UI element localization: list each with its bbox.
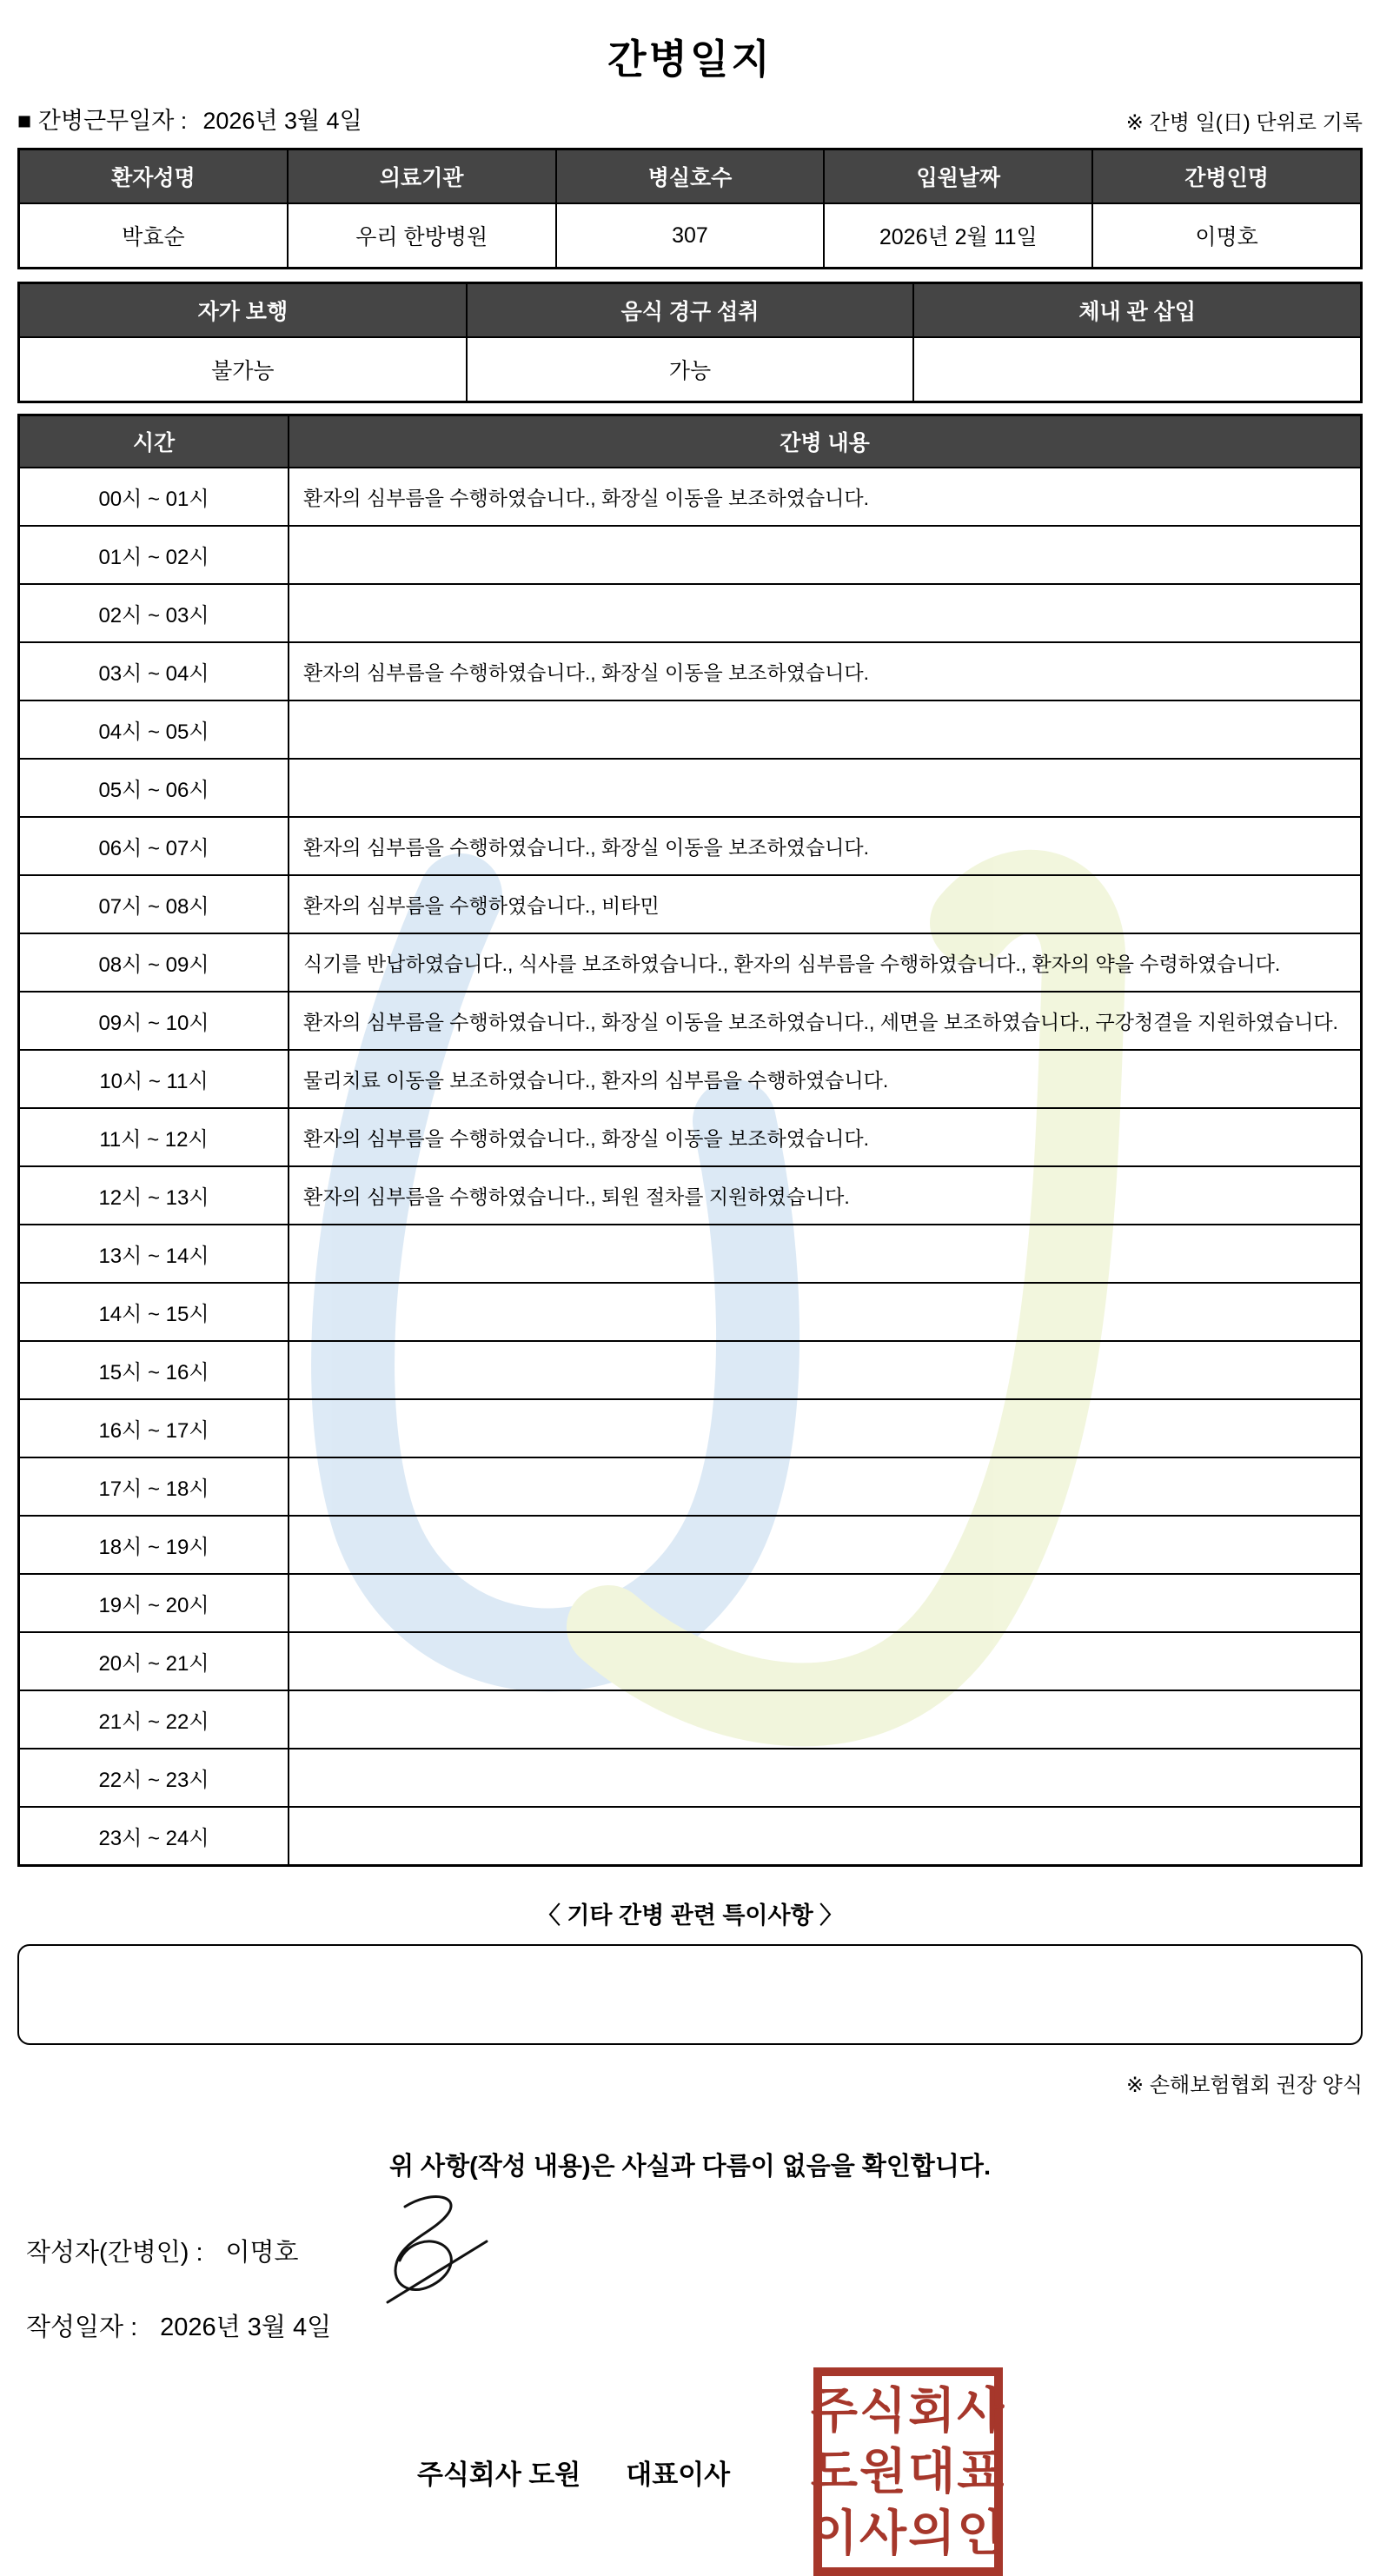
care-log-row xyxy=(20,758,1360,816)
care-log-row xyxy=(20,1224,1360,1282)
care-time-cell: 20시 ~ 21시 xyxy=(20,1633,288,1690)
patient-info-value-cell: 이명호 xyxy=(1091,204,1360,267)
care-log-row xyxy=(20,1165,1360,1224)
care-time-cell: 08시 ~ 09시 xyxy=(20,934,288,991)
company-stamp-text: 도원대표 xyxy=(810,2444,1006,2499)
page-title: 간병일지 xyxy=(607,37,773,82)
work-date-label: ■ 간병근무일자 : xyxy=(17,108,188,134)
care-time-cell: 15시 ~ 16시 xyxy=(20,1342,288,1398)
care-time-cell: 07시 ~ 08시 xyxy=(20,876,288,933)
care-time-cell: 21시 ~ 22시 xyxy=(20,1691,288,1748)
written-date-value: 2026년 3월 4일 xyxy=(160,2314,332,2341)
care-content-cell: 식기를 반납하였습니다., 식사를 보조하였습니다., 환자의 심부름을 수행하였습니다., 환자의 약을 수령하였습니다. xyxy=(288,934,1360,991)
care-content-cell xyxy=(288,1400,1360,1457)
care-log-row xyxy=(20,991,1360,1049)
care-log-table xyxy=(17,414,1363,1867)
care-log-rows xyxy=(20,467,1360,1864)
care-log-row xyxy=(20,1340,1360,1398)
care-content-cell xyxy=(288,1284,1360,1340)
care-content-cell xyxy=(288,1633,1360,1690)
company-stamp-text: 주식회사 xyxy=(810,2382,1006,2438)
care-time-cell: 10시 ~ 11시 xyxy=(20,1051,288,1107)
patient-info-header-cell: 간병인명 xyxy=(1091,150,1360,202)
patient-info-value-cell: 우리 한방병원 xyxy=(287,204,555,267)
care-time-cell: 03시 ~ 04시 xyxy=(20,643,288,700)
patient-status-header-row xyxy=(20,284,1360,336)
care-content-cell xyxy=(288,527,1360,583)
care-log-row xyxy=(20,1107,1360,1165)
patient-info-header-cell: 입원날짜 xyxy=(823,150,1091,202)
writer-line xyxy=(17,2233,1363,2267)
patient-status-value-row xyxy=(20,336,1360,401)
care-log-row xyxy=(20,1515,1360,1573)
care-content-cell xyxy=(288,1808,1360,1864)
patient-status-table xyxy=(17,282,1363,403)
care-time-cell: 19시 ~ 20시 xyxy=(20,1575,288,1631)
patient-info-header-cell: 환자성명 xyxy=(20,150,287,202)
patient-info-table xyxy=(17,148,1363,269)
patient-status-value-cell: 가능 xyxy=(466,338,913,401)
patient-status-header-cell: 음식 경구 섭취 xyxy=(466,284,913,336)
confirmation-statement: 위 사항(작성 내용)은 사실과 다름이 없음을 확인합니다. xyxy=(388,2153,992,2181)
care-log-row xyxy=(20,700,1360,758)
care-content-cell: 환자의 심부름을 수행하였습니다., 화장실 이동을 보조하였습니다. xyxy=(288,818,1360,874)
care-content-cell: 물리치료 이동을 보조하였습니다., 환자의 심부름을 수행하였습니다. xyxy=(288,1051,1360,1107)
written-date-line xyxy=(17,2307,1363,2343)
company-stamp xyxy=(810,2367,1006,2576)
care-time-cell: 05시 ~ 06시 xyxy=(20,760,288,816)
care-log-row xyxy=(20,583,1360,641)
writer-name: 이명호 xyxy=(225,2238,299,2267)
care-time-cell: 23시 ~ 24시 xyxy=(20,1808,288,1864)
care-log-row xyxy=(20,1049,1360,1107)
care-time-cell: 01시 ~ 02시 xyxy=(20,527,288,583)
care-content-cell xyxy=(288,1225,1360,1282)
care-content-cell: 환자의 심부름을 수행하였습니다., 화장실 이동을 보조하였습니다. xyxy=(288,468,1360,525)
care-content-cell xyxy=(288,585,1360,641)
care-log-row xyxy=(20,874,1360,933)
writer-label: 작성자(간병인) : xyxy=(26,2238,203,2267)
care-log-row xyxy=(20,1806,1360,1864)
care-content-cell xyxy=(288,1575,1360,1631)
patient-status-header-cell: 체내 관 삽입 xyxy=(912,284,1360,336)
care-time-cell: 18시 ~ 19시 xyxy=(20,1517,288,1573)
company-line xyxy=(417,2453,730,2492)
work-date-value: 2026년 3월 4일 xyxy=(202,108,362,134)
special-notes-box xyxy=(17,1944,1363,2045)
care-content-cell: 환자의 심부름을 수행하였습니다., 화장실 이동을 보조하였습니다. xyxy=(288,1109,1360,1165)
care-content-cell: 환자의 심부름을 수행하였습니다., 퇴원 절차를 지원하였습니다. xyxy=(288,1167,1360,1224)
care-content-cell: 환자의 심부름을 수행하였습니다., 비타민 xyxy=(288,876,1360,933)
patient-status-value-cell xyxy=(912,338,1360,401)
care-content-cell: 환자의 심부름을 수행하였습니다., 화장실 이동을 보조하였습니다., 세면을 보조하였습니다., 구강청결을 지원하였습니다. xyxy=(288,993,1360,1049)
company-stamp-text: 이사의인 xyxy=(810,2505,1006,2560)
care-time-cell: 02시 ~ 03시 xyxy=(20,585,288,641)
time-column-header: 시간 xyxy=(132,431,176,455)
company-name: 주식회사 도원 xyxy=(417,2459,581,2490)
written-date-label: 작성일자 : xyxy=(26,2314,138,2341)
care-time-cell: 04시 ~ 05시 xyxy=(20,701,288,758)
patient-info-value-cell: 307 xyxy=(555,204,824,267)
patient-info-header-row xyxy=(20,150,1360,202)
form-recommendation-note: ※ 손해보험협회 권장 양식 xyxy=(1126,2074,1363,2097)
care-time-cell: 17시 ~ 18시 xyxy=(20,1458,288,1515)
care-content-cell xyxy=(288,1342,1360,1398)
content-column-header: 간병 내용 xyxy=(288,416,1360,467)
care-time-cell: 14시 ~ 15시 xyxy=(20,1284,288,1340)
record-unit-note: ※ 간병 일(日) 단위로 기록 xyxy=(1125,111,1363,135)
care-time-cell: 09시 ~ 10시 xyxy=(20,993,288,1049)
patient-info-header-cell: 병실호수 xyxy=(555,150,824,202)
care-content-cell xyxy=(288,701,1360,758)
care-log-row xyxy=(20,525,1360,583)
care-time-cell: 16시 ~ 17시 xyxy=(20,1400,288,1457)
care-log-row xyxy=(20,1398,1360,1457)
care-content-cell xyxy=(288,760,1360,816)
care-time-cell: 12시 ~ 13시 xyxy=(20,1167,288,1224)
care-log-row xyxy=(20,1457,1360,1515)
care-log-row xyxy=(20,816,1360,874)
care-log-row xyxy=(20,1573,1360,1631)
care-time-cell: 00시 ~ 01시 xyxy=(20,468,288,525)
company-row xyxy=(17,2367,1363,2576)
patient-info-value-cell: 박효순 xyxy=(20,204,287,267)
care-log-header-row xyxy=(20,416,1360,467)
care-log-row xyxy=(20,467,1360,525)
patient-info-value-row xyxy=(20,202,1360,267)
care-log-row xyxy=(20,1282,1360,1340)
patient-status-value-cell: 불가능 xyxy=(20,338,466,401)
care-content-cell xyxy=(288,1749,1360,1806)
work-date-line xyxy=(17,102,362,136)
meta-row xyxy=(17,106,1363,136)
care-log-row xyxy=(20,641,1360,700)
care-content-cell xyxy=(288,1517,1360,1573)
care-log-row xyxy=(20,1748,1360,1806)
care-time-cell: 11시 ~ 12시 xyxy=(20,1109,288,1165)
care-time-cell: 13시 ~ 14시 xyxy=(20,1225,288,1282)
patient-info-header-cell: 의료기관 xyxy=(287,150,555,202)
patient-status-header-cell: 자가 보행 xyxy=(20,284,466,336)
care-log-row xyxy=(20,1631,1360,1690)
care-content-cell: 환자의 심부름을 수행하였습니다., 화장실 이동을 보조하였습니다. xyxy=(288,643,1360,700)
patient-info-value-cell: 2026년 2월 11일 xyxy=(823,204,1091,267)
care-content-cell xyxy=(288,1458,1360,1515)
care-log-row xyxy=(20,1690,1360,1748)
special-notes-title: 〈 기타 간병 관련 특이사항 〉 xyxy=(536,1902,844,1929)
care-content-cell xyxy=(288,1691,1360,1748)
care-log-row xyxy=(20,933,1360,991)
care-time-cell: 06시 ~ 07시 xyxy=(20,818,288,874)
company-role: 대표이사 xyxy=(626,2459,731,2490)
care-time-cell: 22시 ~ 23시 xyxy=(20,1749,288,1806)
signature xyxy=(372,2188,502,2309)
